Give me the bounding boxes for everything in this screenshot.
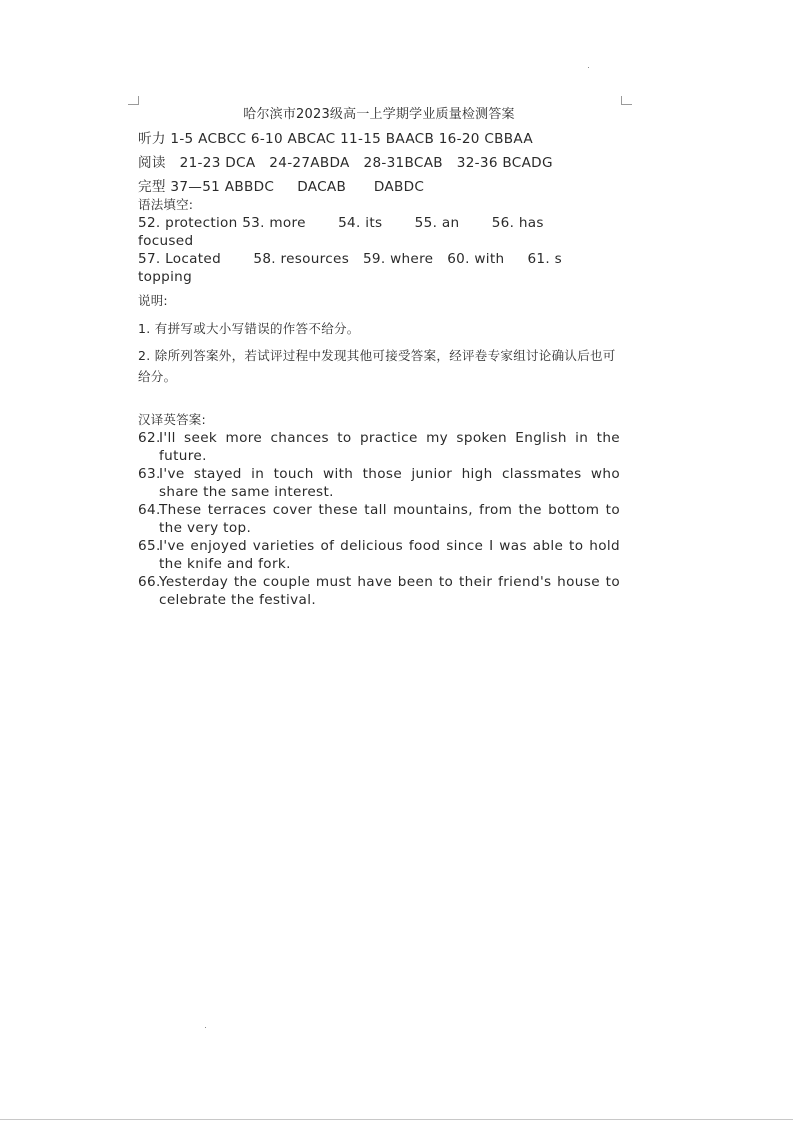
translation-item-text: I've enjoyed varieties of delicious food since I was able to hold the knife and fork.	[159, 538, 620, 572]
note-item-1: 1. 有拼写或大小写错误的作答不给分。	[138, 321, 360, 336]
translation-item	[138, 429, 620, 465]
note-item-2: 2. 除所列答案外，若试评过程中发现其他可接受答案，经评卷专家组讨论确认后也可给分。	[138, 348, 616, 384]
translation-item	[138, 501, 620, 537]
translation-item-text: I'll seek more chances to practice my spoken English in the future.	[159, 430, 620, 464]
grammar-answers-line-4: topping	[138, 269, 193, 285]
scan-speck	[205, 1027, 206, 1028]
listening-answers: 听力 1-5 ACBCC 6-10 ABCAC 11-15 BAACB 16-20 CBBAA	[138, 131, 533, 147]
translation-item-number: 64.	[138, 502, 161, 518]
translation-item-number: 66.	[138, 574, 161, 590]
reading-answers: 阅读 21-23 DCA 24-27ABDA 28-31BCAB 32-36 BCADG	[138, 155, 553, 171]
cloze-answers: 完型 37—51 ABBDC DACAB DABDC	[138, 179, 425, 195]
page-corner-mark-top-left	[128, 96, 139, 105]
answer-key-document	[138, 106, 620, 609]
page-bottom-edge	[0, 1119, 793, 1120]
translation-item-number: 65.	[138, 538, 161, 554]
page-corner-mark-top-right	[621, 96, 632, 105]
grammar-answers-line-3: 57. Located 58. resources 59. where 60. with 61. s	[138, 251, 563, 267]
grammar-answers-line-2: focused	[138, 233, 194, 249]
translation-item-text: Yesterday the couple must have been to their friend's house to celebrate the festival.	[159, 574, 620, 608]
translation-item	[138, 573, 620, 609]
translation-item	[138, 537, 620, 573]
translation-item-number: 63.	[138, 466, 161, 482]
translation-heading: 汉译英答案:	[138, 412, 206, 427]
translation-item-text: These terraces cover these tall mountains, from the bottom to the very top.	[159, 502, 620, 536]
translation-item-number: 62.	[138, 430, 161, 446]
document-title: 哈尔滨市2023级高一上学期学业质量检测答案	[243, 107, 515, 122]
notes-heading: 说明:	[138, 293, 168, 308]
scan-speck	[588, 67, 589, 68]
grammar-answers-line-1: 52. protection 53. more 54. its 55. an 56. has	[138, 215, 544, 231]
translation-item-text: I've stayed in touch with those junior high classmates who share the same interest.	[159, 466, 620, 500]
section-spacer	[138, 387, 620, 407]
grammar-heading: 语法填空:	[138, 197, 194, 212]
translation-item	[138, 465, 620, 501]
